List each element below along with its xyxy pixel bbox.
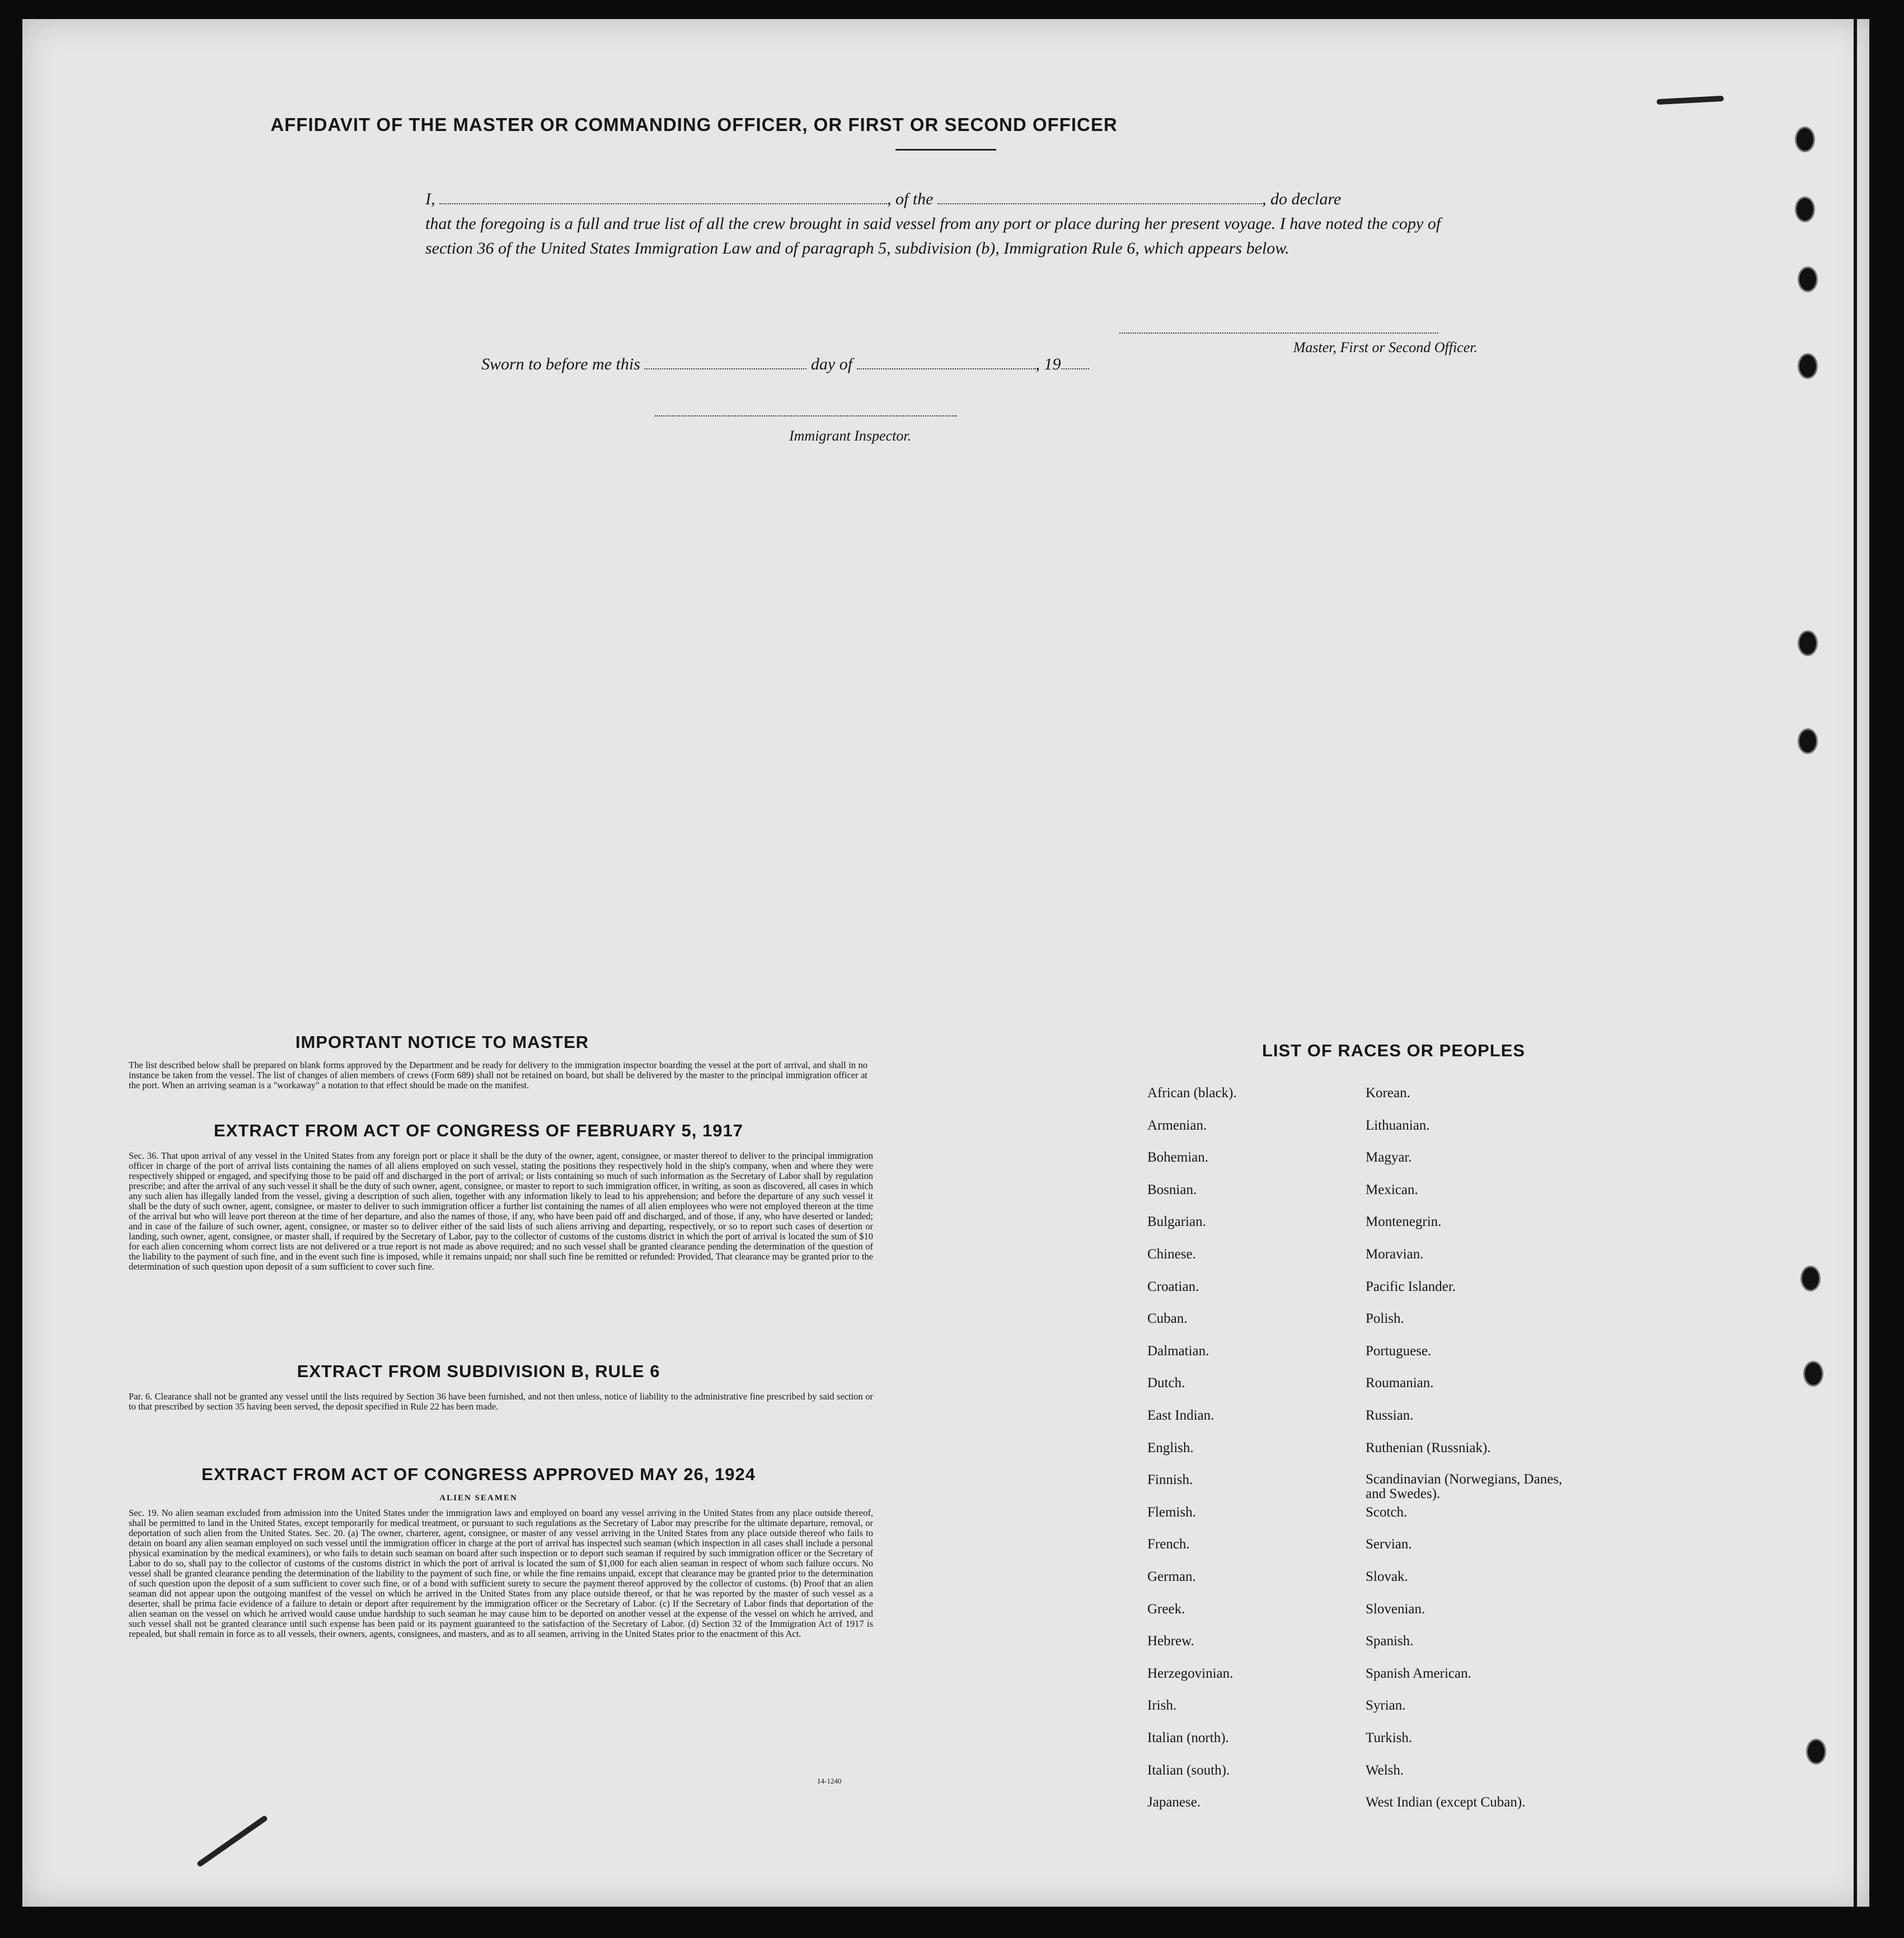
- notice-heading: IMPORTANT NOTICE TO MASTER: [295, 1032, 589, 1052]
- affidavit-body: that the foregoing is a full and true list of all the crew brought in said vessel from any port or place during her present voyage. I have noted the copy of section 36 of the United States Immigration Law and of paragraph 5, subdivision (b), Immigration Rule 6, which appears below.: [425, 214, 1441, 258]
- race-item: Croatian.: [1147, 1279, 1199, 1294]
- race-item: Portuguese.: [1366, 1344, 1432, 1359]
- race-item: Spanish American.: [1366, 1666, 1471, 1681]
- inspector-signature-field[interactable]: [655, 415, 957, 416]
- extract-1924-subheading: ALIEN SEAMEN: [439, 1494, 518, 1502]
- extract-1917-body: Sec. 36. That upon arrival of any vessel in the United States from any foreign port or place it shall be the duty of the owner, agent, consignee, or master thereof to deliver to the principal immigration officer in charge of the port of arrival lists containing the names of all aliens employed on such vessel, stating the positions they respectively hold in the ship's company, when and where they were respectively shipped or engaged, and specifying those to be paid off and discharged in the port of arrival; or lists containing so much of such information as the Secretary of Labor shall by regulation prescribe; and after the arrival of any such vessel it shall be the duty of such owner, agent, consignee, or master to report to such immigration officer, in writing, as soon as discovered, all cases in which any such alien has illegally landed from the vessel, giving a description of such alien, together with any information likely to lead to his apprehension; and before the departure of any such vessel it shall be the duty of such owner, agent, consignee, or master to deliver to such immigration officer a further list containing the names of all alien employees who were not employed thereon at the time of the arrival but who will leave port thereon at the time of her departure, and also the names of those, if any, who have been paid off and discharged, and of those, if any, who have deserted or landed; and in case of the failure of such owner, agent, consignee, or master so to deliver either of the said lists of such aliens arriving and departing, respectively, or so to report such cases of desertion or landing, such owner, agent, consignee, or master shall, if required by the Secretary of Labor, pay to the collector of customs of the customs district in which the port of arrival is located the sum of $10 for each alien concerning whom correct lists are not delivered or a true report is not made as above required; and no such vessel shall be granted clearance pending the determination of the question of the liability to the payment of such fine, and in the event such fine is imposed, while it remains unpaid; nor shall such fine be remitted or refunded: Provided, That clearance may be granted prior to the determination of such question upon deposit of a sum sufficient to cover such fine.: [129, 1150, 873, 1272]
- ink-mark: [196, 1815, 269, 1867]
- race-item: Mexican.: [1366, 1182, 1418, 1197]
- vessel-name-field[interactable]: [937, 191, 1262, 204]
- race-item: Turkish.: [1366, 1730, 1413, 1745]
- affidavit-line1-mid: , of the: [887, 190, 934, 208]
- affidavit-title: AFFIDAVIT OF THE MASTER OR COMMANDING OFFICER, OR FIRST OR SECOND OFFICER: [270, 114, 1118, 135]
- race-item: Greek.: [1147, 1602, 1185, 1617]
- race-item: Finnish.: [1147, 1472, 1193, 1487]
- race-item: Chinese.: [1147, 1247, 1196, 1262]
- race-item: Bulgarian.: [1147, 1214, 1206, 1229]
- inspector-caption: Immigrant Inspector.: [789, 428, 912, 444]
- race-item: Korean.: [1366, 1085, 1410, 1101]
- punch-hole-icon: [1808, 1740, 1825, 1763]
- race-item: Lithuanian.: [1366, 1118, 1430, 1133]
- race-item: Irish.: [1147, 1698, 1177, 1713]
- extract-1917-heading: EXTRACT FROM ACT OF CONGRESS OF FEBRUARY 5, 1917: [214, 1121, 743, 1140]
- race-item: Cuban.: [1147, 1311, 1188, 1326]
- punch-hole-icon: [1797, 128, 1813, 151]
- punch-hole-icon: [1799, 355, 1816, 377]
- race-item: French.: [1147, 1537, 1190, 1552]
- sworn-year-label: , 19: [1035, 355, 1061, 373]
- race-item: Russian.: [1366, 1408, 1414, 1423]
- sworn-day-label: day of: [810, 355, 853, 373]
- race-item: English.: [1147, 1440, 1194, 1455]
- punch-hole-icon: [1805, 1363, 1822, 1385]
- race-item: Moravian.: [1366, 1247, 1424, 1262]
- affidavit-line1-suffix: , do declare: [1262, 190, 1342, 208]
- sworn-year-field[interactable]: [1061, 356, 1089, 369]
- punch-hole-icon: [1799, 268, 1816, 291]
- race-item: Italian (north).: [1147, 1730, 1229, 1745]
- notice-body: The list described below shall be prepared on blank forms approved by the Department and be ready for delivery to the immigration inspector boarding the vessel at the port of arrival, and shall in no instance be taken from the vessel. The list of changes of alien members of crews (Form 689) shall not be retained on board, but shall be delivered by the master to the principal immigration officer at the port. When an arriving seaman is a "workaway" a notation to that effect should be made on the manifest.: [129, 1060, 867, 1090]
- race-item: Roumanian.: [1366, 1375, 1434, 1391]
- race-item: Dalmatian.: [1147, 1344, 1209, 1359]
- signature-field[interactable]: [1119, 333, 1438, 334]
- race-item: Flemish.: [1147, 1505, 1196, 1520]
- extract-1924-body: Sec. 19. No alien seaman excluded from admission into the United States under the immigration laws and employed on board any vessel arriving in the United States from any place outside thereof, shall be permitted to land in the United States, except temporarily for medical treatment, or pursuant to such regulations as the Secretary of Labor may prescribe for the ultimate departure, removal, or deportation of such alien from the United States. Sec. 20. (a) The owner, charterer, agent, consignee, or master of any vessel arriving in the United States from any place outside thereof who fails to detain on board any alien seaman employed on such vessel until the immigration officer in charge at the port of arrival has inspected such seaman (which inspection in all cases shall include a personal physical examination by the medical examiners), or who fails to detain such seaman on board after such inspection or to deport such seaman if required by such immigration officer or the Secretary of Labor to do so, shall pay to the collector of customs of the customs district in which the port of arrival is located the sum of $1,000 for each alien seaman in respect of whom such failure occurs. No vessel shall be granted clearance pending the determination of the liability to the payment of such fine, or while the fine remains unpaid, except that clearance may be granted prior to the determination of such question upon the deposit of a sum sufficient to cover such fine, or of a bond with sufficient surety to secure the payment thereof approved by the collector of customs. (b) Proof that an alien seaman did not appear upon the outgoing manifest of the vessel on which he arrived in the United States from any place outside thereof, or that he was reported by the master of such vessel as a deserter, shall be prima facie evidence of a failure to detain or deport after requirement by the immigration officer or the Secretary of Labor. (c) If the Secretary of Labor finds that deportation of the alien seaman on the vessel on which he arrived would cause undue hardship to such seaman he may cause him to be deported on another vessel at the expense of the vessel on which he arrived, and such vessel shall not be granted clearance until such expense has been paid or its payment guaranteed to the satisfaction of the Secretary of Labor. (d) Section 32 of the Immigration Act of 1917 is repealed, but shall remain in force as to all vessels, their owners, agents, consignees, and masters, and as to all seamen, arriving in the United States prior to the enactment of this Act.: [129, 1508, 873, 1639]
- affidavit-line1-prefix: I,: [425, 190, 435, 208]
- race-item: Servian.: [1366, 1537, 1412, 1552]
- master-name-field[interactable]: [439, 191, 887, 204]
- race-item: Bohemian.: [1147, 1150, 1209, 1165]
- form-number: 14-1240: [817, 1777, 842, 1785]
- race-item: Italian (south).: [1147, 1763, 1230, 1778]
- race-item: East Indian.: [1147, 1408, 1214, 1423]
- race-item: Slovak.: [1366, 1569, 1408, 1584]
- race-item: Magyar.: [1366, 1150, 1412, 1165]
- punch-hole-icon: [1797, 198, 1813, 221]
- race-item: Scandinavian (Norwegians, Danes, and Swedes).: [1366, 1472, 1563, 1501]
- race-item: Welsh.: [1366, 1763, 1404, 1778]
- race-item: Herzegovinian.: [1147, 1666, 1234, 1681]
- punch-hole-icon: [1799, 730, 1816, 752]
- sworn-month-field[interactable]: [857, 356, 1036, 369]
- extract-rule6-heading: EXTRACT FROM SUBDIVISION B, RULE 6: [297, 1361, 660, 1381]
- race-item: Slovenian.: [1366, 1602, 1425, 1617]
- extract-rule6-body: Par. 6. Clearance shall not be granted any vessel until the lists required by Section 36 have been furnished, and not then unless, notice of liability to the administrative fine prescribed by said section or to that prescribed by section 35 having been served, the deposit specified in Rule 22 has been made.: [129, 1391, 873, 1412]
- race-item: Hebrew.: [1147, 1633, 1194, 1649]
- race-item: Japanese.: [1147, 1795, 1201, 1810]
- race-item: African (black).: [1147, 1085, 1237, 1101]
- affidavit-text: [425, 187, 1489, 261]
- sworn-line: [481, 355, 1089, 374]
- form-page: [22, 19, 1869, 1907]
- race-item: West Indian (except Cuban).: [1366, 1795, 1526, 1810]
- race-item: Armenian.: [1147, 1118, 1207, 1133]
- punch-hole-icon: [1802, 1267, 1819, 1290]
- race-item: German.: [1147, 1569, 1196, 1584]
- punch-hole-icon: [1799, 632, 1816, 654]
- race-item: Polish.: [1366, 1311, 1404, 1326]
- race-item: Syrian.: [1366, 1698, 1406, 1713]
- race-item: Dutch.: [1147, 1375, 1185, 1391]
- race-item: Ruthenian (Russniak).: [1366, 1440, 1491, 1455]
- sworn-prefix: Sworn to before me this: [481, 355, 640, 373]
- race-item: Bosnian.: [1147, 1182, 1197, 1197]
- title-rule: [895, 149, 996, 151]
- race-item: Spanish.: [1366, 1633, 1414, 1649]
- races-heading: LIST OF RACES OR PEOPLES: [1261, 1041, 1526, 1060]
- signature-caption: Master, First or Second Officer.: [1293, 339, 1478, 355]
- sworn-day-field[interactable]: [644, 356, 806, 369]
- extract-1924-heading: EXTRACT FROM ACT OF CONGRESS APPROVED MAY 26, 1924: [201, 1464, 756, 1484]
- race-item: Scotch.: [1366, 1505, 1408, 1520]
- race-item: Montenegrin.: [1366, 1214, 1442, 1229]
- page-edge-line: [1854, 19, 1857, 1907]
- ink-mark: [1657, 96, 1724, 105]
- race-item: Pacific Islander.: [1366, 1279, 1456, 1294]
